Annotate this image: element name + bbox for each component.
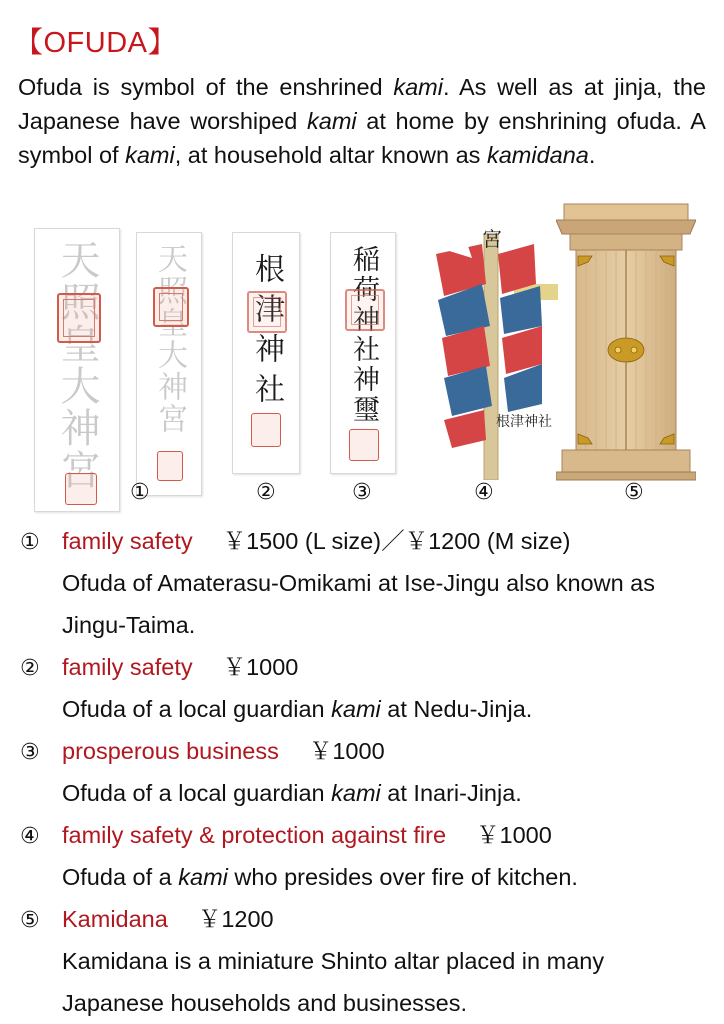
ofuda-inari-image	[330, 232, 396, 474]
list-item	[20, 730, 710, 814]
seal-stamp-icon	[153, 287, 189, 327]
ofuda-item-list	[20, 520, 710, 1024]
seal-stamp-icon	[65, 473, 97, 505]
figure-label: ②	[256, 480, 276, 505]
item-price: ￥1200	[197, 906, 274, 932]
ofuda-ise-medium-image	[136, 232, 202, 496]
page-title: 【OFUDA】	[14, 27, 178, 59]
intro-text: at home by enshrining ofuda. A symbol of	[18, 108, 706, 168]
intro-text: .	[588, 142, 596, 168]
figure-label: ③	[352, 480, 372, 505]
ofuda-nedu-image	[232, 232, 300, 474]
item-description: Kamidana is a miniature Shinto altar placed in many Japanese households and businesses.	[62, 948, 605, 1016]
seal-stamp-icon	[345, 289, 385, 331]
ofuda-inscription: 天照皇大神宮	[152, 243, 187, 435]
item-purpose: family safety & protection against fire	[62, 822, 447, 848]
ofuda-inscription: 根津神社	[249, 253, 284, 413]
item-number: ⑤	[20, 908, 40, 933]
intro-paragraph	[18, 70, 706, 172]
item-number: ④	[20, 824, 40, 849]
intro-text: , at household altar known as	[174, 142, 487, 168]
figure-label: ④	[474, 480, 494, 505]
list-item	[20, 814, 710, 898]
ofuda-ise-large-image	[34, 228, 120, 512]
seal-stamp-icon	[349, 429, 379, 461]
item-description: Ofuda of a local guardian kami at Nedu-Jinja.	[62, 696, 533, 722]
list-item	[20, 520, 710, 646]
ofuda-inscription: 天照皇大神宮	[54, 239, 100, 491]
intro-kami-term: kami	[393, 74, 443, 100]
seal-stamp-icon	[57, 293, 101, 343]
intro-kamidana-term: kamidana	[486, 142, 589, 168]
item-description: Ofuda of Amaterasu-Omikami at Ise-Jingu also known as Jingu-Taima.	[62, 570, 655, 638]
item-purpose: family safety	[62, 654, 193, 680]
ofuda-inscription: 稲荷神社神璽	[348, 245, 379, 425]
intro-kami-term: kami	[125, 142, 175, 168]
seal-stamp-icon	[157, 451, 183, 481]
item-price: ￥1500 (L size)／￥1200 (M size)	[222, 528, 571, 554]
item-price: ￥1000	[308, 738, 385, 764]
list-item	[20, 898, 710, 1024]
figure-label: ⑤	[624, 480, 644, 505]
item-price: ￥1000	[222, 654, 299, 680]
item-purpose: family safety	[62, 528, 193, 554]
ofuda-inscription: 宮	[482, 227, 502, 251]
figure-label: ①	[130, 480, 150, 505]
intro-text: . As well as at jinja, the Japanese have worshiped	[18, 74, 706, 134]
ofuda-fire-protection-image	[424, 214, 558, 480]
item-number: ③	[20, 740, 40, 765]
list-item	[20, 646, 710, 730]
item-description: Ofuda of a local guardian kami at Inari-Jinja.	[62, 780, 522, 806]
seal-stamp-icon	[251, 413, 281, 447]
item-description: Ofuda of a kami who presides over fire of kitchen.	[62, 864, 578, 890]
item-purpose: prosperous business	[62, 738, 279, 764]
ofuda-inscription: 根津神社	[496, 414, 552, 430]
item-price: ￥1000	[476, 822, 552, 848]
seal-stamp-icon	[247, 291, 287, 333]
kamidana-altar-image	[556, 200, 696, 482]
item-purpose: Kamidana	[62, 906, 168, 932]
intro-text: Ofuda is symbol of the enshrined	[18, 74, 394, 100]
ofuda-figures	[0, 200, 724, 520]
item-number: ①	[20, 530, 40, 555]
item-number: ②	[20, 656, 40, 681]
intro-kami-term: kami	[307, 108, 357, 134]
